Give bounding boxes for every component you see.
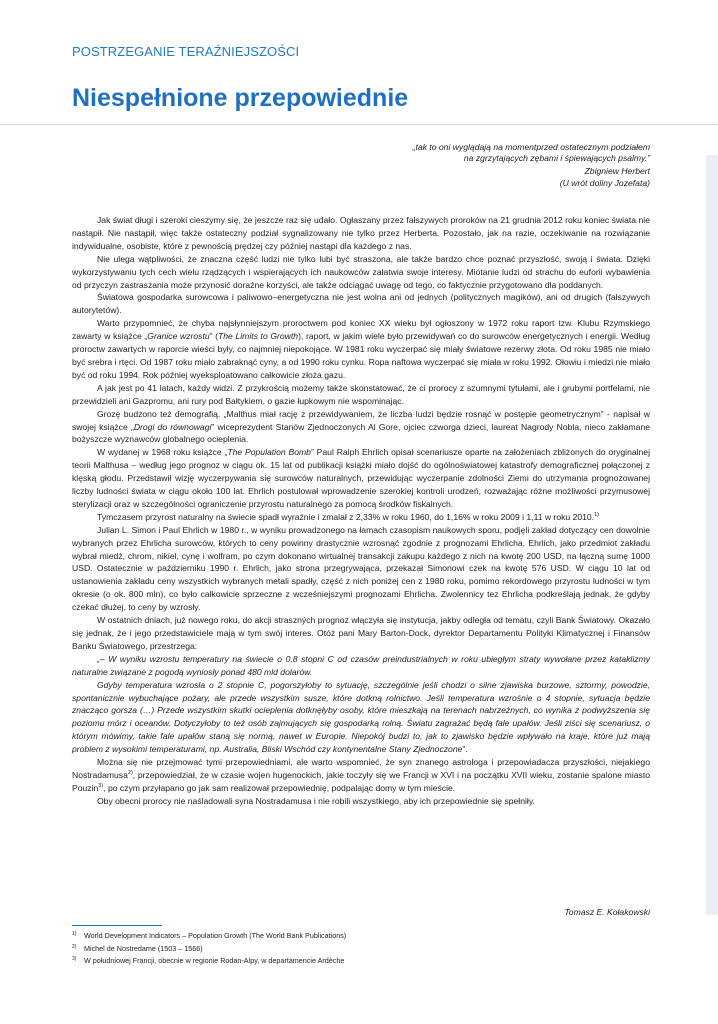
epigraph-source: (U wrót doliny Jozefata)	[559, 177, 650, 188]
paragraph-6: Grozę budzono też demografią. „Malthus miał rację z przewidywaniem, że liczba ludzi będzie rosnąć w postępie geometrycznym” - napisał w swojej książce „Drogi do równowagi” wiceprezydent Stanów Zjednoczonych Al Gore, ojciec czworga dzieci, laureat Nagrody Nobla, nieco zakłamane bożyszcze wyznawców globalnego ocieplenia.	[72, 408, 650, 445]
book-title-drogi: Drogi do równowagi	[133, 421, 212, 432]
epigraph-line-2: na zgrzytających zębami i śpiewających psalmy.”	[463, 153, 650, 164]
epigraph-line-1: „tak to oni wyglądają na momentprzed ostatecznym podziałem	[412, 142, 650, 152]
epigraph-author: Zbigniew Herbert	[584, 166, 650, 177]
book-title-granice: Granice wzrostu	[147, 331, 210, 342]
page-title: Niespełnione przepowiednie	[72, 84, 409, 112]
quote-paragraph-1: „– W wyniku wzrostu temperatury na świecie o 0,8 stopni C od czasów preindustrialnych w roku ubiegłym straty wywołane przez kataklizmy naturalne związane z pogodą wyniosły ponad 480 mld dolarów.	[72, 653, 650, 677]
paragraph-4: Warto przypomnieć, że chyba najsłynniejszym proroctwem pod koniec XX wieku był ogłoszony w 1972 roku raport tzw. Klubu Rzymskiego zawarty w książce „Granice wzrostu” (The Limits to Growth), raport, w jakim wiele było przewidywań co do surowców energetycznych i energii. Według proroctw zawartych w raporcie wieści były, co najmniej niepokojące. W 1981 roku wyczerpać się miały światowe rezerwy złota. Od roku 1985 nie miało być srebra i rtęci. Od 1987 roku miało zabraknąć cyny, a od 1990 roku cynku. Ropa naftowa wyczerpać się miała w roku 1992. Ołowiu i miedzi nie miało być od roku 1994. Rok później wyeksploatowano całkowicie złoża gazu.	[72, 318, 650, 380]
side-margin-tab	[706, 155, 718, 915]
section-label: POSTRZEGANIE TERAŹNIEJSZOŚCI	[72, 44, 300, 59]
footnote-ref-1: 1)	[594, 511, 599, 518]
paragraph-7: W wydanej w 1968 roku książce „The Population Bomb” Paul Ralph Ehrlich opisał scenariusze oparte na założeniach zbliżonych do oryginalnej teorii Malthusa – według jego prognoz w ciągu ok. 15 lat od publikacji książki miało dojść do ogólnoświatowej katastrofy demograficznej połączonej z klęską głodu. Przedstawił wizję wyczerpywania się surowców naturalnych, przewidując wyczerpanie zdolności Ziemi do utrzymania prognozowanej liczby ludności świata w ciągu około 100 lat. Ehrlich postulował wprowadzenie szerokiej kontroli urodzeń, rozważając różne możliwości przymusowej sterylizacji oraz w szczególności ograniczenie przyrostu naturalnego za pomocą środków fiskalnych.	[72, 447, 650, 509]
paragraph-5: A jak jest po 41 latach, każdy widzi. Z przykrością możemy także skonstatować, że ci prorocy z szumnymi tytułami, ale i grubymi portfelami, nie przewidzieli ani Gazpromu, ani rury pod Bałtykiem, o gazie łupkowym nie wspominając.	[72, 382, 650, 406]
author-signature: Tomasz E. Kołakowski	[564, 907, 650, 917]
article-body	[72, 214, 650, 808]
footnotes	[72, 930, 652, 968]
footnote-item: 3) W południowej Francji, obecnie w regionie Rodan-Alpy, w departamencie Ardèche	[72, 956, 345, 965]
footnote-item: 1) World Development Indicators – Population Growth (The World Bank Publications)	[72, 931, 347, 940]
book-title-limits: The Limits to Growth	[218, 331, 299, 342]
paragraph-2: Nie ulega wątpliwości, że znaczna część ludzi nie tylko lubi być straszona, ale także bardzo chce poznać przyszłość, swoją i świata. Dzięki wykorzystywaniu tych cech wielu rządzących i wspierających ich naukowców załatwia swoje interesy. Miotanie ludzi od strachu do euforii wybawienia od przyczyn zastraszania może przynosić doraźne korzyści, ale także odciągać uwagę od tego, co faktycznie przygotowano dla poddanych.	[72, 253, 650, 290]
paragraph-3: Światowa gospodarka surowcowa i paliwowo–energetyczna nie jest wolna ani od jednych (politycznych magików), ani od drugich (fałszywych autorytetów).	[72, 292, 650, 316]
paragraph-8: Tymczasem przyrost naturalny na świecie spadł wyraźnie i zmalał z 2,33% w roku 1960, do 1,16% w roku 2009 i 1,11 w roku 2010.$^{1)}$	[97, 511, 599, 522]
paragraph-10: W ostatnich dniach, już nowego roku, do akcji straszných prognoz włączyła się instytucja, jakby odległa od tematu, czyli Bank Światowy. Okazało się jednak, że i jego przedstawiciele mają w tym swój interes. Otóż pani Mary Barton-Dock, dyrektor Departamentu Polityki Klimatycznej i Finansów Banku Światowego, przestrzega:	[72, 615, 650, 651]
epigraph	[250, 142, 650, 189]
footnote-item: 2) Michel de Nostredame (1503 – 1566)	[72, 943, 203, 953]
footnote-ref-2: 2)	[127, 770, 133, 777]
quote-paragraph-2: Gdyby temperatura wzrosła o 2 stopnie C, pogorszyłoby to sytuację, szczególnie jeśli chodzi o silne zjawiska burzowe, sztormy, powodzie, spontanicznie wybuchające pożary, ale przede wszystkim susze, które dotkną rolnictwo. Jeśli temperatura wzrośnie o 4 stopnie, sytuacja będzie znacząco gorsza (…) Przede wszystkim skutki ocieplenia dotknęłyby osoby, które mieszkają na terenach nabrzeżnych, co wynika z podwyższenia się poziomu mórz i oceanów. Dotyczyłoby to też osób zajmujących się gospodarką rolną. Światu zagrażać będą fale upałów. Jeśli ziści się scenariusz, o którym mówimy, takie fale upałów staną się normą, nawet w Europie. Niepokój budzi to, jak to zjawisko będzie wpływało na kraje, które już mają problem z wysokimi temperaturami, np. Australia, Bliski Wschód czy kontynentalne Stany Zjednoczone”.	[72, 679, 650, 755]
book-title-population-bomb: The Population Bomb	[227, 447, 311, 458]
header-divider	[0, 124, 718, 125]
paragraph-13: Można się nie przejmować tymi przepowiedniami, ale warto wspomnieć, że syn znanego astrologa i przepowiadacza przyszłości, niejakiego Nostradamusa$^{2)}$, przepowiedział, że w czasie wojen hugenockich, jakie toczyły się we Francji w XVI i na początku XVII wieku, zostanie spalone miasto Pouzin$^{3)}$, po czym przyłapano go jak sam realizował przepowiednię, podpalając domy w tym mieście.	[72, 757, 650, 793]
paragraph-9: Julian L. Simon i Paul Ehrlich w 1980 r., w wyniku prowadzonego na łamach czasopism naukowych sporu, podjęli zakład dotyczący cen dowolnie wybranych przez Ehrlicha surowców, których to ceny powinny drastycznie wzrosnąć zgodnie z prognozami Ehrlicha. Ehrlich, jako przedmiot zakładu wybrał miedź, chrom, nikiel, cynę i wolfram, po czym dokonano wirtualnej transakcji zakupu każdego z nich na kwotę 200 USD, na łączną sumę 1000 USD. Ostatecznie w październiku 1990 r. Ehrlich, jako strona przegrywająca, przekazał Simonowi czek na kwotę 576 USD. W ciągu 10 lat od ustanowienia zakładu ceny wszystkich wybranych metali spadły, część z nich poniżej cen z 1980 roku, pomimo rekordowego przyrostu ludności w tym okresie (o ok. 800 mln), co było całkowicie sprzeczne z wcześniejszymi prognozami Ehrlicha. Zwolennicy tez Ehrlicha podkreślają jednak, że gdyby czekać dłużej, to ceny by wzrosły.	[72, 524, 650, 613]
footnote-ref-3: 3)	[98, 783, 104, 790]
paragraph-14: Oby obecni prorocy nie naśladowali syna Nostradamusa i nie robili wszystkiego, aby ich przepowiednie się spełniły.	[97, 795, 535, 806]
footnote-divider	[72, 925, 162, 926]
paragraph-1: Jak świat długi i szeroki cieszymy się, że jeszcze raz się udało. Ogłaszany przez fałszywych proroków na 21 grudnia 2012 roku koniec świata nie nastąpił. Nie nastąpił, więc także ostateczny podział sygnalizowany nie tylko przez Herberta. Pozostało, jak na razie, oczekiwanie na rozwiązanie indywidualne, osobiste, które z pewnością prędzej czy później nastąpi dla każdego z nas.	[72, 215, 650, 251]
